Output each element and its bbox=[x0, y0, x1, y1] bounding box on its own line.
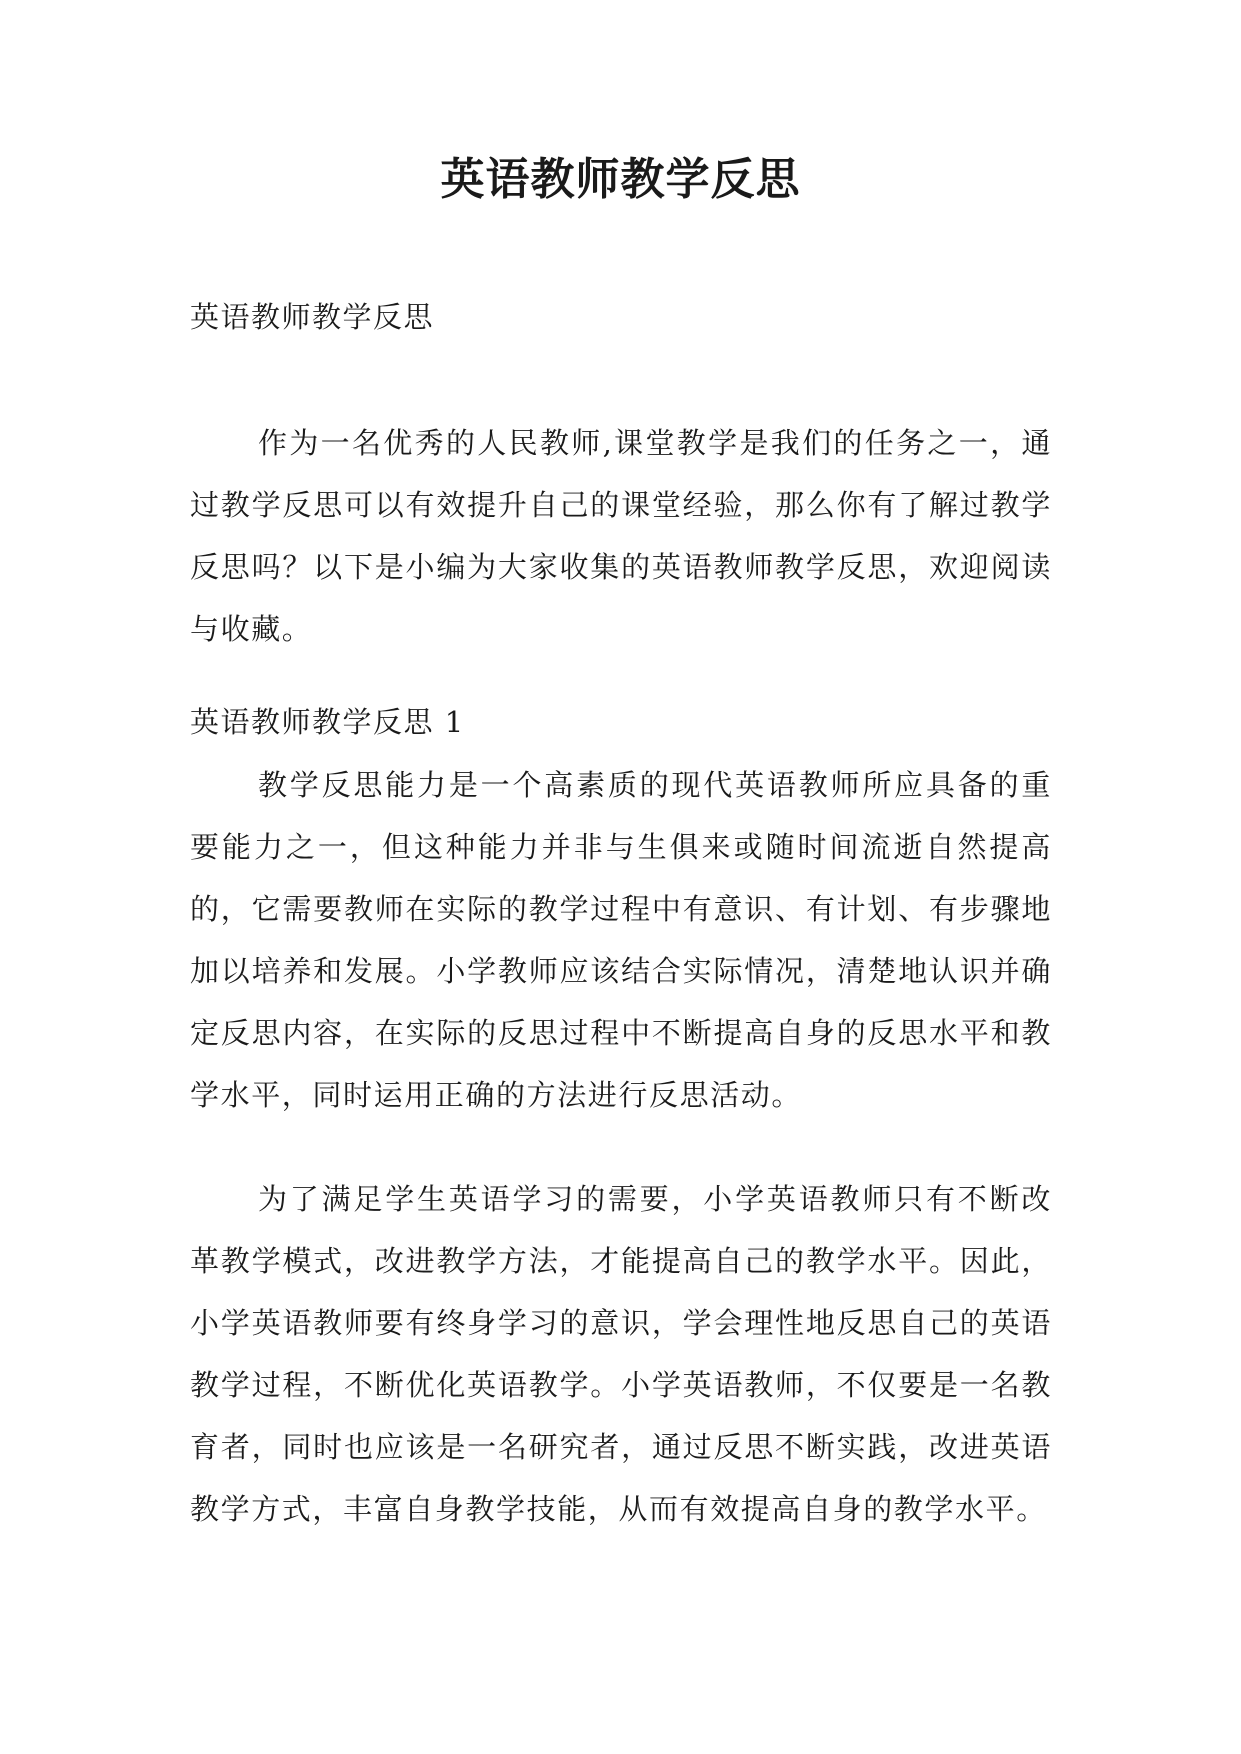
section-paragraph: 教学反思能力是一个高素质的现代英语教师所应具备的重要能力之一，但这种能力并非与生俱来或随时间流逝自然提高的，它需要教师在实际的教学过程中有意识、有计划、有步骤地加以培养和发展。小学教师应该结合实际情况，清楚地认识并确定反思内容，在实际的反思过程中不断提高自身的反思水平和教学水平，同时运用正确的方法进行反思活动。 bbox=[190, 768, 1052, 1112]
intro-paragraph: 作为一名优秀的人民教师,课堂教学是我们的任务之一，通过教学反思可以有效提升自己的课堂经验，那么你有了解过教学反思吗？以下是小编为大家收集的英语教师教学反思，欢迎阅读与收藏。 bbox=[190, 426, 1052, 646]
document-subtitle: 英语教师教学反思 bbox=[190, 300, 435, 334]
document-title: 英语教师教学反思 bbox=[440, 154, 801, 205]
section-paragraph: 为了满足学生英语学习的需要，小学英语教师只有不断改革教学模式，改进教学方法，才能提高自己的教学水平。因此，小学英语教师要有终身学习的意识，学会理性地反思自己的英语教学过程，不断优化英语教学。小学英语教师，不仅要是一名教育者，同时也应该是一名研究者，通过反思不断实践，改进英语教学方式，丰富自身教学技能，从而有效提高自身的教学水平。 bbox=[190, 1182, 1052, 1526]
section-heading: 英语教师教学反思 1 bbox=[190, 705, 465, 739]
